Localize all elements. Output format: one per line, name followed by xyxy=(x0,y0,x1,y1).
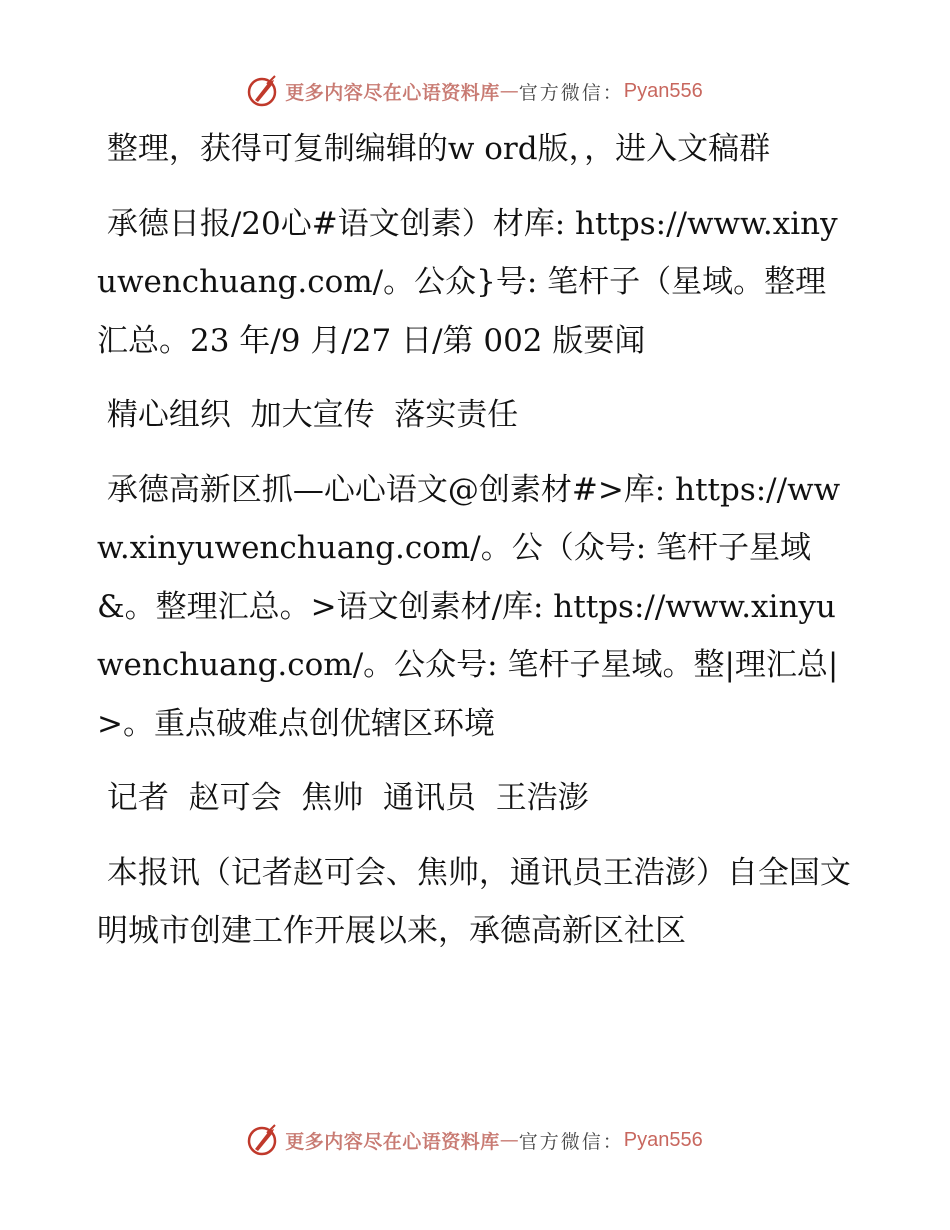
paragraph-source: 承德日报/20心#语文创素）材库: https://www.xinyuwenchuang.com/。公众}号: 笔杆子（星域。整理汇总。23 年/9 月/27 日/第 002 版要闻 xyxy=(97,205,838,359)
watermark-main-text: 更多内容尽在心语资料库 xyxy=(285,81,500,104)
quill-pen-logo-icon xyxy=(247,74,281,108)
paragraph-byline: 记者 赵可会 焦帅 通讯员 王浩澎 xyxy=(97,780,589,816)
watermark-wechat-id: Pyan556 xyxy=(623,1128,703,1151)
paragraph-headline: 精心组织 加大宣传 落实责任 xyxy=(97,397,519,433)
document-body xyxy=(97,120,857,961)
header-watermark xyxy=(0,73,950,109)
quill-pen-logo-icon xyxy=(247,1123,281,1157)
paragraph-intro: 整理，获得可复制编辑的w ord版，，进入文稿群 xyxy=(97,131,771,167)
watermark-wechat-id: Pyan556 xyxy=(623,79,703,102)
watermark-dash: — xyxy=(499,80,519,102)
paragraph-article-lead: 本报讯（记者赵可会、焦帅，通讯员王浩澎）自全国文明城市创建工作开展以来，承德高新区社区 xyxy=(97,854,851,949)
watermark-main-text: 更多内容尽在心语资料库 xyxy=(285,1130,500,1153)
paragraph-subheadline: 承德高新区抓—心心语文@创素材#>库: https://www.xinyuwenchuang.com/。公（众号: 笔杆子星域&。整理汇总。>语文创素材/库: https://www.xinyuwenchuang.com/。公众号: 笔杆子星域。整|理汇总|>。重点破难点创优辖区环境 xyxy=(97,471,841,742)
watermark-dash: — xyxy=(499,1129,519,1151)
footer-watermark xyxy=(0,1122,950,1158)
watermark-sub-text: 官方微信： xyxy=(518,81,624,104)
watermark-sub-text: 官方微信： xyxy=(518,1130,624,1153)
